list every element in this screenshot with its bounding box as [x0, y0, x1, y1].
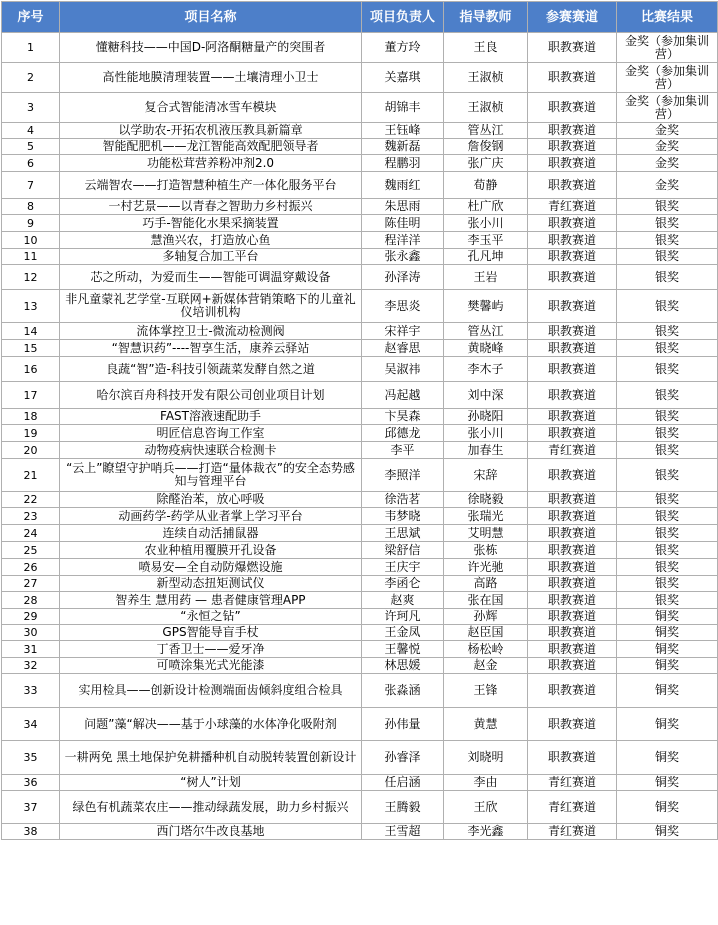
cell-teacher: 杨松岭 [444, 641, 528, 658]
table-row [2, 409, 718, 425]
cell-teacher: 张小川 [444, 425, 528, 442]
cell-teacher: 张栋 [444, 542, 528, 559]
cell-project-name: 实用检具——创新设计检测端面齿倾斜度组合检具 [60, 674, 362, 708]
cell-track: 职教赛道 [528, 215, 617, 232]
table-row [2, 249, 718, 265]
cell-index: 10 [2, 232, 60, 249]
cell-teacher: 孙晓阳 [444, 409, 528, 425]
cell-result: 银奖 [617, 592, 718, 609]
cell-leader: 王思斌 [362, 525, 444, 542]
table-row [2, 492, 718, 508]
cell-project-name: 良蔬“智”造-科技引领蔬菜发酵自然之道 [60, 357, 362, 382]
table-row [2, 155, 718, 172]
cell-index: 32 [2, 658, 60, 674]
table-row [2, 172, 718, 199]
cell-result: 铜奖 [617, 741, 718, 775]
table-row [2, 824, 718, 840]
table-row [2, 459, 718, 492]
cell-index: 21 [2, 459, 60, 492]
cell-project-name: 芯之所动，为爱而生——智能可调温穿戴设备 [60, 265, 362, 290]
cell-leader: 卞昊森 [362, 409, 444, 425]
cell-leader: 王金凤 [362, 625, 444, 641]
cell-leader: 程洋洋 [362, 232, 444, 249]
table-row [2, 33, 718, 63]
cell-teacher: 李玉平 [444, 232, 528, 249]
cell-index: 15 [2, 340, 60, 357]
cell-leader: 魏新磊 [362, 139, 444, 155]
cell-project-name: 西门塔尔牛改良基地 [60, 824, 362, 840]
cell-result: 金奖 [617, 172, 718, 199]
cell-teacher: 赵金 [444, 658, 528, 674]
awards-table [1, 1, 718, 840]
cell-project-name: 动画药学-药学从业者掌上学习平台 [60, 508, 362, 525]
header-leader: 项目负责人 [362, 2, 444, 33]
cell-leader: 胡锦丰 [362, 93, 444, 123]
cell-result: 铜奖 [617, 658, 718, 674]
cell-index: 12 [2, 265, 60, 290]
table-row [2, 340, 718, 357]
cell-track: 职教赛道 [528, 357, 617, 382]
cell-result: 银奖 [617, 459, 718, 492]
cell-index: 29 [2, 609, 60, 625]
cell-project-name: 一村艺景——以青春之智助力乡村振兴 [60, 199, 362, 215]
table-row [2, 508, 718, 525]
cell-leader: 徐浩茗 [362, 492, 444, 508]
cell-teacher: 张瑞光 [444, 508, 528, 525]
header-index: 序号 [2, 2, 60, 33]
header-result: 比赛结果 [617, 2, 718, 33]
cell-project-name: 问题”藻“解决——基于小球藻的水体净化吸附剂 [60, 708, 362, 741]
cell-teacher: 刘晓明 [444, 741, 528, 775]
cell-teacher: 宋辞 [444, 459, 528, 492]
cell-result: 铜奖 [617, 775, 718, 791]
table-row [2, 232, 718, 249]
cell-result: 银奖 [617, 215, 718, 232]
cell-result: 铜奖 [617, 609, 718, 625]
cell-index: 28 [2, 592, 60, 609]
cell-result: 铜奖 [617, 824, 718, 840]
table-row [2, 442, 718, 459]
cell-index: 22 [2, 492, 60, 508]
cell-index: 31 [2, 641, 60, 658]
table-row [2, 775, 718, 791]
cell-teacher: 王良 [444, 33, 528, 63]
header-project-name: 项目名称 [60, 2, 362, 33]
cell-track: 职教赛道 [528, 508, 617, 525]
cell-result: 铜奖 [617, 674, 718, 708]
cell-index: 1 [2, 33, 60, 63]
cell-result: 银奖 [617, 525, 718, 542]
cell-index: 19 [2, 425, 60, 442]
cell-leader: 王馨悦 [362, 641, 444, 658]
cell-track: 青红赛道 [528, 775, 617, 791]
cell-teacher: 李光鑫 [444, 824, 528, 840]
cell-leader: 王庆宇 [362, 559, 444, 576]
cell-teacher: 加春生 [444, 442, 528, 459]
cell-teacher: 徐晓毅 [444, 492, 528, 508]
table-row [2, 708, 718, 741]
cell-track: 职教赛道 [528, 425, 617, 442]
cell-teacher: 艾明慧 [444, 525, 528, 542]
cell-project-name: “云上”瞭望守护哨兵——打造“量体裁衣”的安全态势感知与管理平台 [60, 459, 362, 492]
cell-project-name: “永恒之钻” [60, 609, 362, 625]
cell-project-name: FAST溶液速配助手 [60, 409, 362, 425]
cell-result: 银奖 [617, 492, 718, 508]
cell-project-name: 懂糖科技——中国D-阿洛酮糖量产的突围者 [60, 33, 362, 63]
cell-leader: 孙睿泽 [362, 741, 444, 775]
cell-leader: 李照洋 [362, 459, 444, 492]
cell-teacher: 孔凡坤 [444, 249, 528, 265]
cell-project-name: 一耕两免 黑土地保护免耕播种机自动脱转装置创新设计 [60, 741, 362, 775]
header-track: 参赛赛道 [528, 2, 617, 33]
cell-track: 职教赛道 [528, 741, 617, 775]
table-row [2, 63, 718, 93]
cell-leader: 李思炎 [362, 290, 444, 323]
cell-track: 职教赛道 [528, 63, 617, 93]
cell-result: 银奖 [617, 442, 718, 459]
cell-result: 银奖 [617, 249, 718, 265]
cell-track: 职教赛道 [528, 592, 617, 609]
cell-leader: 韦梦晓 [362, 508, 444, 525]
cell-leader: 赵睿思 [362, 340, 444, 357]
cell-track: 职教赛道 [528, 340, 617, 357]
cell-project-name: 除醛治苯，放心呼吸 [60, 492, 362, 508]
cell-teacher: 李由 [444, 775, 528, 791]
cell-leader: 李平 [362, 442, 444, 459]
cell-index: 23 [2, 508, 60, 525]
table-row [2, 609, 718, 625]
cell-index: 7 [2, 172, 60, 199]
cell-result: 银奖 [617, 357, 718, 382]
cell-teacher: 刘中深 [444, 382, 528, 409]
cell-index: 8 [2, 199, 60, 215]
cell-track: 职教赛道 [528, 232, 617, 249]
cell-track: 青红赛道 [528, 199, 617, 215]
cell-track: 职教赛道 [528, 542, 617, 559]
cell-result: 铜奖 [617, 708, 718, 741]
cell-leader: 邱德龙 [362, 425, 444, 442]
cell-track: 职教赛道 [528, 658, 617, 674]
header-teacher: 指导教师 [444, 2, 528, 33]
cell-teacher: 孙辉 [444, 609, 528, 625]
cell-result: 银奖 [617, 425, 718, 442]
cell-leader: 孙伟量 [362, 708, 444, 741]
cell-index: 6 [2, 155, 60, 172]
cell-index: 4 [2, 123, 60, 139]
cell-project-name: 慧渔兴农，打造放心鱼 [60, 232, 362, 249]
cell-leader: 孙泽涛 [362, 265, 444, 290]
cell-result: 银奖 [617, 559, 718, 576]
cell-track: 职教赛道 [528, 290, 617, 323]
table-row [2, 139, 718, 155]
cell-result: 银奖 [617, 576, 718, 592]
cell-index: 24 [2, 525, 60, 542]
cell-leader: 李函仑 [362, 576, 444, 592]
cell-result: 银奖 [617, 232, 718, 249]
cell-project-name: 喷易安—全自动防爆燃设施 [60, 559, 362, 576]
cell-project-name: 连续自动活捕鼠器 [60, 525, 362, 542]
cell-teacher: 王淑桢 [444, 63, 528, 93]
table-row [2, 357, 718, 382]
cell-index: 17 [2, 382, 60, 409]
cell-project-name: GPS智能导盲手杖 [60, 625, 362, 641]
cell-project-name: 复合式智能清冰雪车模块 [60, 93, 362, 123]
cell-track: 职教赛道 [528, 323, 617, 340]
cell-project-name: 可喷涂集光式光能漆 [60, 658, 362, 674]
cell-index: 14 [2, 323, 60, 340]
cell-project-name: 丁香卫士——爱牙净 [60, 641, 362, 658]
cell-track: 职教赛道 [528, 155, 617, 172]
cell-teacher: 管丛江 [444, 323, 528, 340]
cell-teacher: 高路 [444, 576, 528, 592]
table-row [2, 576, 718, 592]
cell-index: 25 [2, 542, 60, 559]
cell-leader: 程鹏羽 [362, 155, 444, 172]
cell-track: 职教赛道 [528, 139, 617, 155]
cell-teacher: 王欣 [444, 791, 528, 824]
cell-track: 职教赛道 [528, 93, 617, 123]
cell-track: 职教赛道 [528, 172, 617, 199]
cell-track: 职教赛道 [528, 609, 617, 625]
table-row [2, 791, 718, 824]
cell-track: 职教赛道 [528, 33, 617, 63]
table-row [2, 592, 718, 609]
cell-track: 职教赛道 [528, 708, 617, 741]
cell-track: 职教赛道 [528, 559, 617, 576]
table-row [2, 290, 718, 323]
cell-index: 27 [2, 576, 60, 592]
cell-leader: 张永鑫 [362, 249, 444, 265]
cell-result: 银奖 [617, 265, 718, 290]
cell-index: 18 [2, 409, 60, 425]
cell-index: 34 [2, 708, 60, 741]
cell-teacher: 王锋 [444, 674, 528, 708]
table-row [2, 199, 718, 215]
cell-project-name: “智慧识药”----智享生活，康养云驿站 [60, 340, 362, 357]
table-row [2, 215, 718, 232]
cell-track: 职教赛道 [528, 576, 617, 592]
cell-result: 金奖 [617, 123, 718, 139]
table-row [2, 658, 718, 674]
cell-result: 金奖 [617, 139, 718, 155]
cell-leader: 王腾毅 [362, 791, 444, 824]
cell-leader: 任启涵 [362, 775, 444, 791]
table-row [2, 559, 718, 576]
cell-track: 职教赛道 [528, 409, 617, 425]
cell-teacher: 荀静 [444, 172, 528, 199]
header-row [2, 2, 718, 33]
cell-result: 金奖（参加集训营） [617, 63, 718, 93]
cell-result: 银奖 [617, 409, 718, 425]
cell-project-name: 云端智农——打造智慧种植生产一体化服务平台 [60, 172, 362, 199]
table-row [2, 123, 718, 139]
cell-result: 铜奖 [617, 791, 718, 824]
table-row [2, 674, 718, 708]
cell-track: 职教赛道 [528, 525, 617, 542]
cell-leader: 吴淑祎 [362, 357, 444, 382]
cell-teacher: 詹俊钢 [444, 139, 528, 155]
cell-result: 银奖 [617, 290, 718, 323]
table-row [2, 542, 718, 559]
cell-leader: 陈佳明 [362, 215, 444, 232]
table-row [2, 93, 718, 123]
cell-leader: 朱思雨 [362, 199, 444, 215]
cell-result: 金奖（参加集训营） [617, 93, 718, 123]
table-row [2, 625, 718, 641]
cell-track: 青红赛道 [528, 824, 617, 840]
cell-result: 银奖 [617, 542, 718, 559]
cell-index: 5 [2, 139, 60, 155]
cell-leader: 宋祥宇 [362, 323, 444, 340]
cell-leader: 梁舒信 [362, 542, 444, 559]
cell-track: 职教赛道 [528, 382, 617, 409]
cell-index: 16 [2, 357, 60, 382]
cell-result: 金奖 [617, 155, 718, 172]
cell-result: 银奖 [617, 199, 718, 215]
cell-index: 11 [2, 249, 60, 265]
cell-index: 36 [2, 775, 60, 791]
cell-leader: 魏雨红 [362, 172, 444, 199]
cell-project-name: 非凡童蒙礼艺学堂-互联网+新媒体营销策略下的儿童礼仪培训机构 [60, 290, 362, 323]
cell-leader: 王雪超 [362, 824, 444, 840]
cell-result: 铜奖 [617, 641, 718, 658]
cell-track: 职教赛道 [528, 625, 617, 641]
cell-leader: 许珂凡 [362, 609, 444, 625]
table-row [2, 425, 718, 442]
cell-teacher: 许光驰 [444, 559, 528, 576]
cell-teacher: 王岩 [444, 265, 528, 290]
cell-teacher: 管丛江 [444, 123, 528, 139]
cell-track: 职教赛道 [528, 123, 617, 139]
cell-teacher: 黄晓峰 [444, 340, 528, 357]
cell-project-name: 功能松茸营养粉冲剂2.0 [60, 155, 362, 172]
cell-teacher: 王淑桢 [444, 93, 528, 123]
cell-index: 37 [2, 791, 60, 824]
cell-track: 青红赛道 [528, 791, 617, 824]
cell-project-name: 哈尔滨百舟科技开发有限公司创业项目计划 [60, 382, 362, 409]
cell-index: 2 [2, 63, 60, 93]
cell-project-name: 动物疫病快速联合检测卡 [60, 442, 362, 459]
cell-leader: 冯起越 [362, 382, 444, 409]
cell-result: 金奖（参加集训营） [617, 33, 718, 63]
cell-project-name: 流体掌控卫士-微流动检测阀 [60, 323, 362, 340]
cell-project-name: “树人”计划 [60, 775, 362, 791]
table-row [2, 382, 718, 409]
cell-leader: 赵爽 [362, 592, 444, 609]
cell-result: 银奖 [617, 323, 718, 340]
cell-result: 银奖 [617, 508, 718, 525]
cell-teacher: 李木子 [444, 357, 528, 382]
cell-project-name: 智能配肥机——龙江智能高效配肥领导者 [60, 139, 362, 155]
cell-result: 铜奖 [617, 625, 718, 641]
cell-track: 青红赛道 [528, 442, 617, 459]
cell-project-name: 高性能地膜清理装置——土壤清理小卫士 [60, 63, 362, 93]
cell-teacher: 杜广欣 [444, 199, 528, 215]
cell-project-name: 智养生 慧用药 — 患者健康管理APP [60, 592, 362, 609]
cell-index: 26 [2, 559, 60, 576]
cell-project-name: 绿色有机蔬菜农庄——推动绿蔬发展，助力乡村振兴 [60, 791, 362, 824]
cell-teacher: 樊馨屿 [444, 290, 528, 323]
table-row [2, 323, 718, 340]
cell-teacher: 张广庆 [444, 155, 528, 172]
table-row [2, 265, 718, 290]
cell-track: 职教赛道 [528, 641, 617, 658]
cell-index: 33 [2, 674, 60, 708]
table-row [2, 641, 718, 658]
cell-index: 13 [2, 290, 60, 323]
cell-teacher: 张在国 [444, 592, 528, 609]
cell-index: 3 [2, 93, 60, 123]
cell-teacher: 赵臣国 [444, 625, 528, 641]
cell-leader: 关嘉琪 [362, 63, 444, 93]
table-body [2, 33, 718, 840]
table-row [2, 741, 718, 775]
cell-project-name: 以学助农-开拓农机液压教具新篇章 [60, 123, 362, 139]
cell-index: 20 [2, 442, 60, 459]
cell-teacher: 张小川 [444, 215, 528, 232]
cell-leader: 张淼涵 [362, 674, 444, 708]
cell-track: 职教赛道 [528, 249, 617, 265]
cell-project-name: 明匠信息咨询工作室 [60, 425, 362, 442]
cell-project-name: 多轴复合加工平台 [60, 249, 362, 265]
cell-index: 30 [2, 625, 60, 641]
cell-project-name: 新型动态扭矩测试仪 [60, 576, 362, 592]
cell-result: 银奖 [617, 382, 718, 409]
cell-track: 职教赛道 [528, 459, 617, 492]
cell-project-name: 巧手-智能化水果采摘装置 [60, 215, 362, 232]
cell-track: 职教赛道 [528, 674, 617, 708]
cell-track: 职教赛道 [528, 265, 617, 290]
cell-leader: 董方玲 [362, 33, 444, 63]
table-row [2, 525, 718, 542]
cell-result: 银奖 [617, 340, 718, 357]
cell-project-name: 农业种植用覆膜开孔设备 [60, 542, 362, 559]
cell-teacher: 黄慧 [444, 708, 528, 741]
cell-track: 职教赛道 [528, 492, 617, 508]
cell-index: 9 [2, 215, 60, 232]
cell-leader: 林思媛 [362, 658, 444, 674]
cell-index: 38 [2, 824, 60, 840]
cell-index: 35 [2, 741, 60, 775]
cell-leader: 王钰峰 [362, 123, 444, 139]
